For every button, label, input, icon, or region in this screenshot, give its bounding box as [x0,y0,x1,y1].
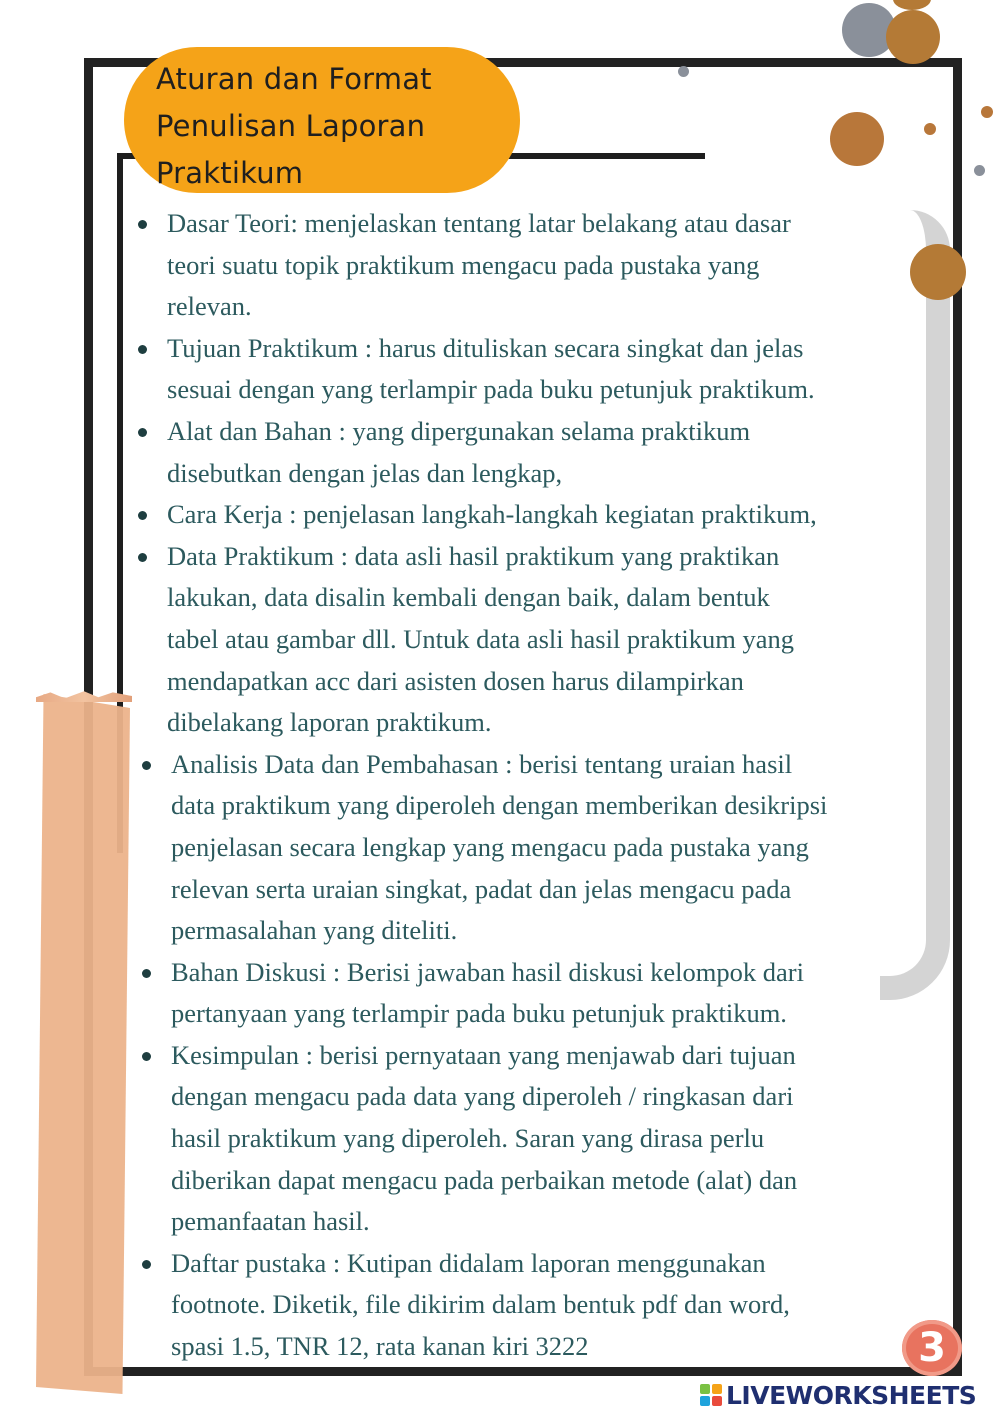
title-line-3: Praktikum [156,156,304,190]
page-title [156,56,432,197]
list-item-daftar-pustaka: Daftar pustaka : Kutipan didalam laporan menggunakan footnote. Diketik, file dikirim dalam bentuk pdf dan word, spasi 1.5, TNR 12, rata kanan kiri 3222 [138,1243,938,1368]
list-item-analisis-data: Analisis Data dan Pembahasan : berisi tentang uraian hasil data praktikum yang diperoleh dengan memberikan desikripsi penjelasan secara lengkap yang mengacu pada pustaka yang relevan serta uraian singkat, padat dan jelas mengacu pada permasalahan yang diteliti. [138,744,938,952]
liveworksheets-logo[interactable] [700,1378,976,1412]
decor-dot-brown-tiny [924,123,936,135]
list-item-kesimpulan: Kesimpulan : berisi pernyataan yang menjawab dari tujuan dengan mengacu pada data yang diperoleh / ringkasan dari hasil praktikum yang diperoleh. Saran yang dirasa perlu diberikan dapat mengacu pada perbaikan metode (alat) dan pemanfaatan hasil. [138,1035,938,1243]
decor-dot-gray-edge [974,165,985,176]
liveworksheets-logo-text: LIVEWORKSHEETS [726,1380,977,1410]
list-item-data-praktikum: Data Praktikum : data asli hasil praktikum yang praktikan lakukan, data disalin kembali dengan baik, dalam bentuk tabel atau gambar dll. Untuk data asli hasil praktikum yang mendapatkan acc dari asisten dosen harus dilampirkan dibelakang laporan praktikum. [134,536,934,744]
decor-dot-brown-large [886,10,940,64]
title-line-1: Aturan dan Format [156,62,432,96]
list-item-cara-kerja: Cara Kerja : penjelasan langkah-langkah kegiatan praktikum, [134,494,934,536]
format-rules-list [134,203,934,1368]
decor-dot-brown-edge [981,106,993,118]
decor-dot-gray-small [678,66,689,77]
list-item-tujuan-praktikum: Tujuan Praktikum : harus dituliskan secara singkat dan jelas sesuai dengan yang terlampir pada buku petunjuk praktikum. [134,328,934,411]
title-line-2: Penulisan Laporan [156,109,426,143]
masking-tape [36,694,130,1394]
decor-dot-brown-top [893,0,931,10]
decor-dot-brown-mid [830,112,884,166]
list-item-alat-dan-bahan: Alat dan Bahan : yang dipergunakan selama praktikum disebutkan dengan jelas dan lengkap, [134,411,934,494]
liveworksheets-mark-icon [700,1384,722,1406]
list-item-dasar-teori: Dasar Teori: menjelaskan tentang latar belakang atau dasar teori suatu topik praktikum mengacu pada pustaka yang relevan. [134,203,934,328]
page-number-badge: 3 [902,1320,962,1376]
list-item-bahan-diskusi: Bahan Diskusi : Berisi jawaban hasil diskusi kelompok dari pertanyaan yang terlampir pada buku petunjuk praktikum. [138,952,938,1035]
